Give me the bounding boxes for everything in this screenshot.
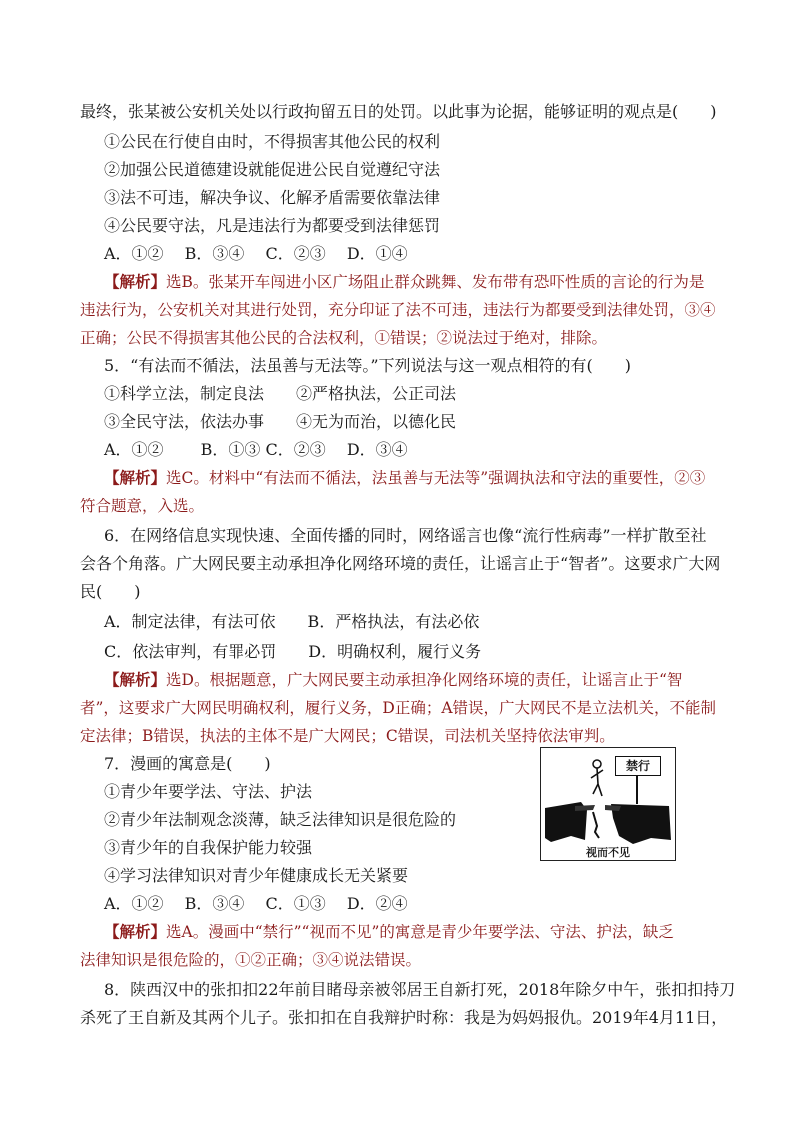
q7-stem: 7．漫画的寓意是( ): [104, 754, 271, 773]
analysis-text: 选D。根据题意，广大网民要主动承担净化网络环境的责任，让谣言止于“智: [166, 671, 683, 689]
q4-analysis-line-2: 违法行为，公安机关对其进行处罚，充分印证了法不可违，违法行为都要受到法律处罚，③④: [80, 301, 716, 319]
q6-stem-line-2: 会各个角落。广大网民要主动承担净化网络环境的责任，让谣言止于“智者”。这要求广大网: [80, 554, 721, 573]
q4-stem-tail: 最终，张某被公安机关处以行政拘留五日的处罚。以此事为论据，能够证明的观点是( ): [80, 102, 717, 121]
q5-analysis-line-1: [104, 468, 705, 488]
q5-options-row-1: ①科学立法，制定良法 ②严格执法，公正司法: [104, 384, 457, 403]
q4-analysis-line-1: [104, 272, 704, 292]
q6-choices-row-1: A．制定法律，有法可依 B．严格执法，有法必依: [104, 612, 480, 631]
analysis-text: 选C。材料中“有法而不循法，法虽善与无法等”强调执法和守法的重要性，②③: [166, 469, 706, 487]
q4-option-2: ②加强公民道德建设就能促进公民自觉遵纪守法: [104, 160, 441, 179]
q7-option-4: ④学习法律知识对青少年健康成长无关紧要: [104, 866, 409, 885]
q4-choices: A．①② B．③④ C．②③ D．①④: [104, 244, 408, 263]
cartoon-caption: 视而不见: [586, 846, 630, 859]
q6-analysis-line-2: 者”，这要求广大网民明确权利，履行义务，D正确；A错误，广大网民不是立法机关，不能制: [80, 699, 717, 717]
cartoon-illustration: [540, 747, 676, 861]
analysis-label: 【解析】: [104, 922, 167, 941]
analysis-label: 【解析】: [104, 272, 167, 291]
analysis-label: 【解析】: [104, 468, 167, 487]
q6-choices-row-2: C．依法审判，有罪必罚 D．明确权利，履行义务: [104, 642, 482, 661]
q5-stem: 5．“有法而不循法，法虽善与无法等。”下列说法与这一观点相符的有( ): [104, 356, 632, 375]
analysis-text: 选A。漫画中“禁行”“视而不见”的寓意是青少年要学法、守法、护法，缺乏: [166, 923, 674, 941]
forbidden-sign: 禁行: [615, 756, 661, 776]
analysis-label: 【解析】: [104, 670, 167, 689]
q4-option-1: ①公民在行使自由时，不得损害其他公民的权利: [104, 132, 441, 151]
q8-stem-line-1: 8．陕西汉中的张扣扣22年前目睹母亲被邻居王自新打死，2018年除夕中午，张扣扣持刀: [104, 980, 736, 999]
q7-option-3: ③青少年的自我保护能力较强: [104, 838, 313, 857]
q8-stem-line-2: 杀死了王自新及其两个儿子。张扣扣在自我辩护时称：我是为妈妈报仇。2019年4月11日，: [80, 1008, 728, 1027]
q7-analysis-line-1: [104, 922, 674, 942]
q6-stem-line-3: 民( ): [80, 582, 141, 601]
q5-analysis-line-2: 符合题意，入选。: [80, 497, 205, 515]
q4-analysis-line-3: 正确；公民不得损害其他公民的合法权利，①错误；②说法过于绝对，排除。: [80, 329, 608, 347]
q6-analysis-line-3: 定法律；B错误，执法的主体不是广大网民；C错误，司法机关坚持依法审判。: [80, 727, 615, 745]
q4-option-4: ④公民要守法，凡是违法行为都要受到法律惩罚: [104, 216, 441, 235]
q7-choices: A．①② B．③④ C．①③ D．②④: [104, 894, 408, 913]
analysis-text: 选B。张某开车闯进小区广场阻止群众跳舞、发布带有恐吓性质的言论的行为是: [166, 273, 705, 291]
q4-option-3: ③法不可违，解决争议、化解矛盾需要依靠法律: [104, 188, 441, 207]
q7-option-2: ②青少年法制观念淡薄，缺乏法律知识是很危险的: [104, 810, 457, 829]
q5-choices: A．①② B．①③ C．②③ D．③④: [104, 440, 408, 459]
q7-analysis-line-2: 法律知识是很危险的，①②正确；③④说法错误。: [80, 951, 422, 969]
q7-option-1: ①青少年要学法、守法、护法: [104, 782, 313, 801]
q6-stem-line-1: 6．在网络信息实现快速、全面传播的同时，网络谣言也像“流行性病毒”一样扩散至社: [104, 526, 707, 545]
q6-analysis-line-1: [104, 670, 682, 690]
q5-options-row-2: ③全民守法，依法办事 ④无为而治，以德化民: [104, 412, 457, 431]
